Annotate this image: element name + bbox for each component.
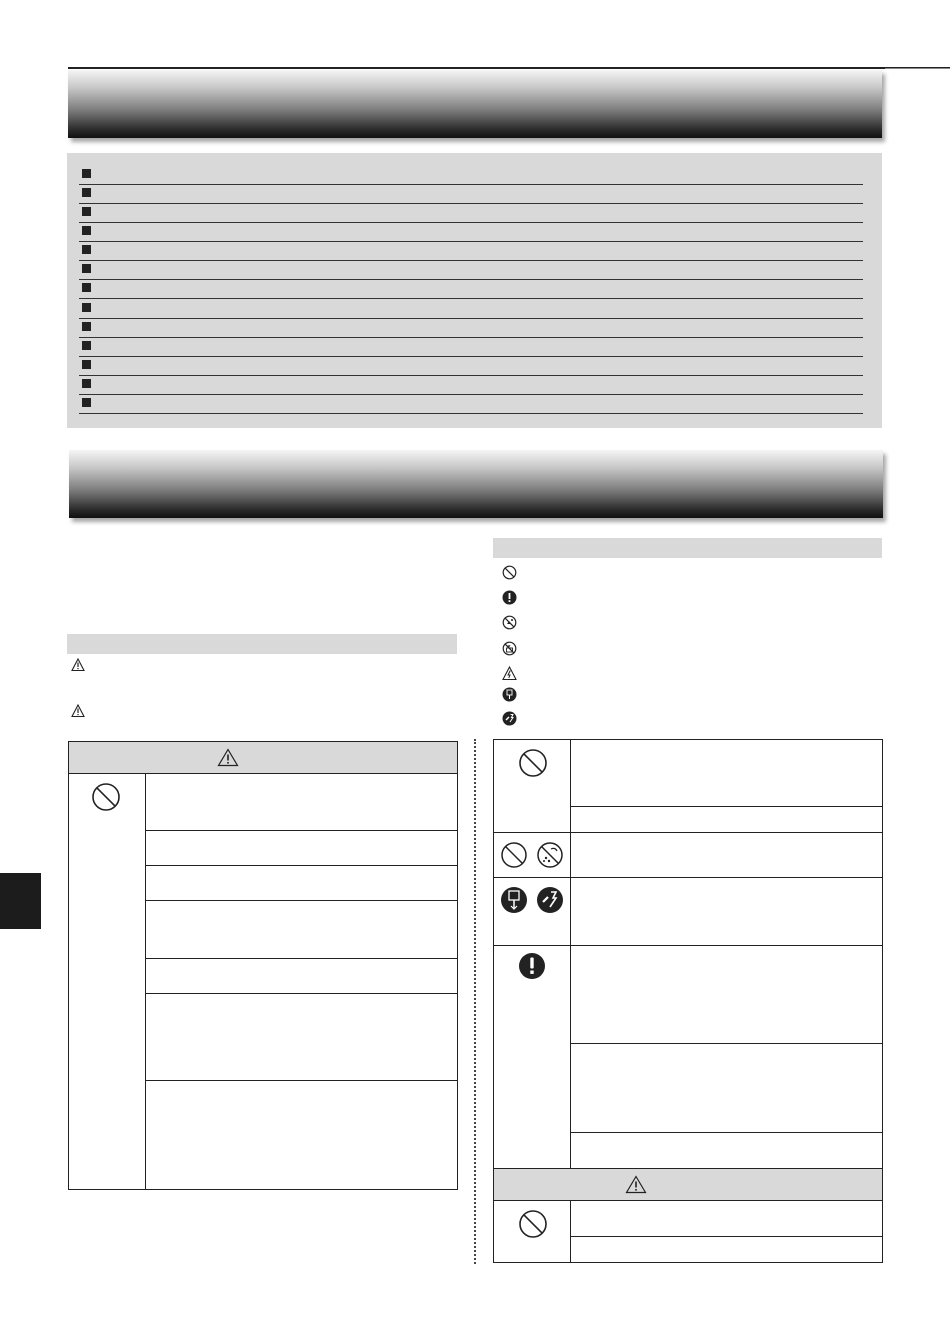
row-divider: [146, 900, 457, 901]
square-bullet-icon: [82, 226, 91, 235]
top-rule: [68, 67, 950, 69]
prohibited-icon: [91, 782, 121, 812]
row-divider: [571, 1132, 882, 1133]
no-wet-hands-icon: [502, 615, 516, 629]
square-bullet-icon: [82, 398, 91, 407]
row-divider: [146, 993, 457, 994]
square-bullet-icon: [82, 379, 91, 388]
row-divider: [571, 1236, 882, 1237]
prohibited-icon: [502, 565, 516, 579]
warning-legend-header: [67, 634, 457, 654]
toc-item[interactable]: [79, 260, 863, 280]
symbols-legend-header: [493, 538, 882, 558]
toc-item[interactable]: [79, 356, 863, 376]
row-divider: [146, 865, 457, 866]
row-divider: [571, 1043, 882, 1044]
mandatory-instruction-icon: [518, 952, 546, 980]
toc-item[interactable]: [79, 299, 863, 319]
section-banner-safety: [69, 450, 883, 518]
toc-item[interactable]: [79, 222, 863, 242]
prohibited-icon: [518, 748, 548, 778]
square-bullet-icon: [82, 169, 91, 178]
warning-triangle-icon: [71, 658, 85, 672]
prohibited-icon: [500, 841, 528, 869]
row-divider: [494, 945, 882, 946]
prohibited-icon: [518, 1209, 548, 1239]
toc-item[interactable]: [79, 394, 863, 414]
toc-item[interactable]: [79, 241, 863, 261]
column-divider: [474, 739, 476, 1264]
toc-item[interactable]: [79, 165, 863, 185]
square-bullet-icon: [82, 360, 91, 369]
warning-table-header: [69, 742, 457, 774]
row-divider: [146, 1080, 457, 1081]
warning-triangle-icon: [217, 748, 239, 767]
row-divider: [494, 877, 882, 878]
mandatory-instruction-icon: [502, 590, 516, 604]
toc-item[interactable]: [79, 184, 863, 204]
right-safety-table: [493, 739, 883, 1263]
caution-table-header: [494, 1169, 882, 1201]
square-bullet-icon: [82, 341, 91, 350]
square-bullet-icon: [82, 207, 91, 216]
square-bullet-icon: [82, 245, 91, 254]
square-bullet-icon: [82, 303, 91, 312]
ground-connection-icon: [502, 711, 516, 725]
no-water-spray-icon: [536, 841, 564, 869]
ground-connection-icon: [536, 886, 564, 914]
caution-triangle-icon: [625, 1175, 647, 1194]
contents-panel: [67, 153, 882, 428]
square-bullet-icon: [82, 322, 91, 331]
row-divider: [494, 832, 882, 833]
warning-table: [68, 741, 458, 1190]
electric-shock-warning-icon: [502, 666, 516, 680]
top-rule-right: [885, 68, 950, 69]
toc-item[interactable]: [79, 279, 863, 299]
row-divider: [571, 806, 882, 807]
toc-item[interactable]: [79, 375, 863, 395]
unplug-icon: [502, 687, 516, 701]
caution-triangle-icon: [71, 704, 85, 718]
table-divider: [145, 773, 146, 1189]
square-bullet-icon: [82, 283, 91, 292]
section-banner-contents: [68, 70, 882, 138]
square-bullet-icon: [82, 264, 91, 273]
table-divider: [570, 1201, 571, 1262]
toc-item[interactable]: [79, 318, 863, 338]
toc-item[interactable]: [79, 337, 863, 357]
row-divider: [146, 830, 457, 831]
unplug-icon: [500, 886, 528, 914]
table-divider: [570, 740, 571, 1169]
toc-item[interactable]: [79, 203, 863, 223]
no-water-icon: [502, 641, 516, 655]
side-tab: [0, 873, 41, 929]
square-bullet-icon: [82, 188, 91, 197]
row-divider: [146, 958, 457, 959]
